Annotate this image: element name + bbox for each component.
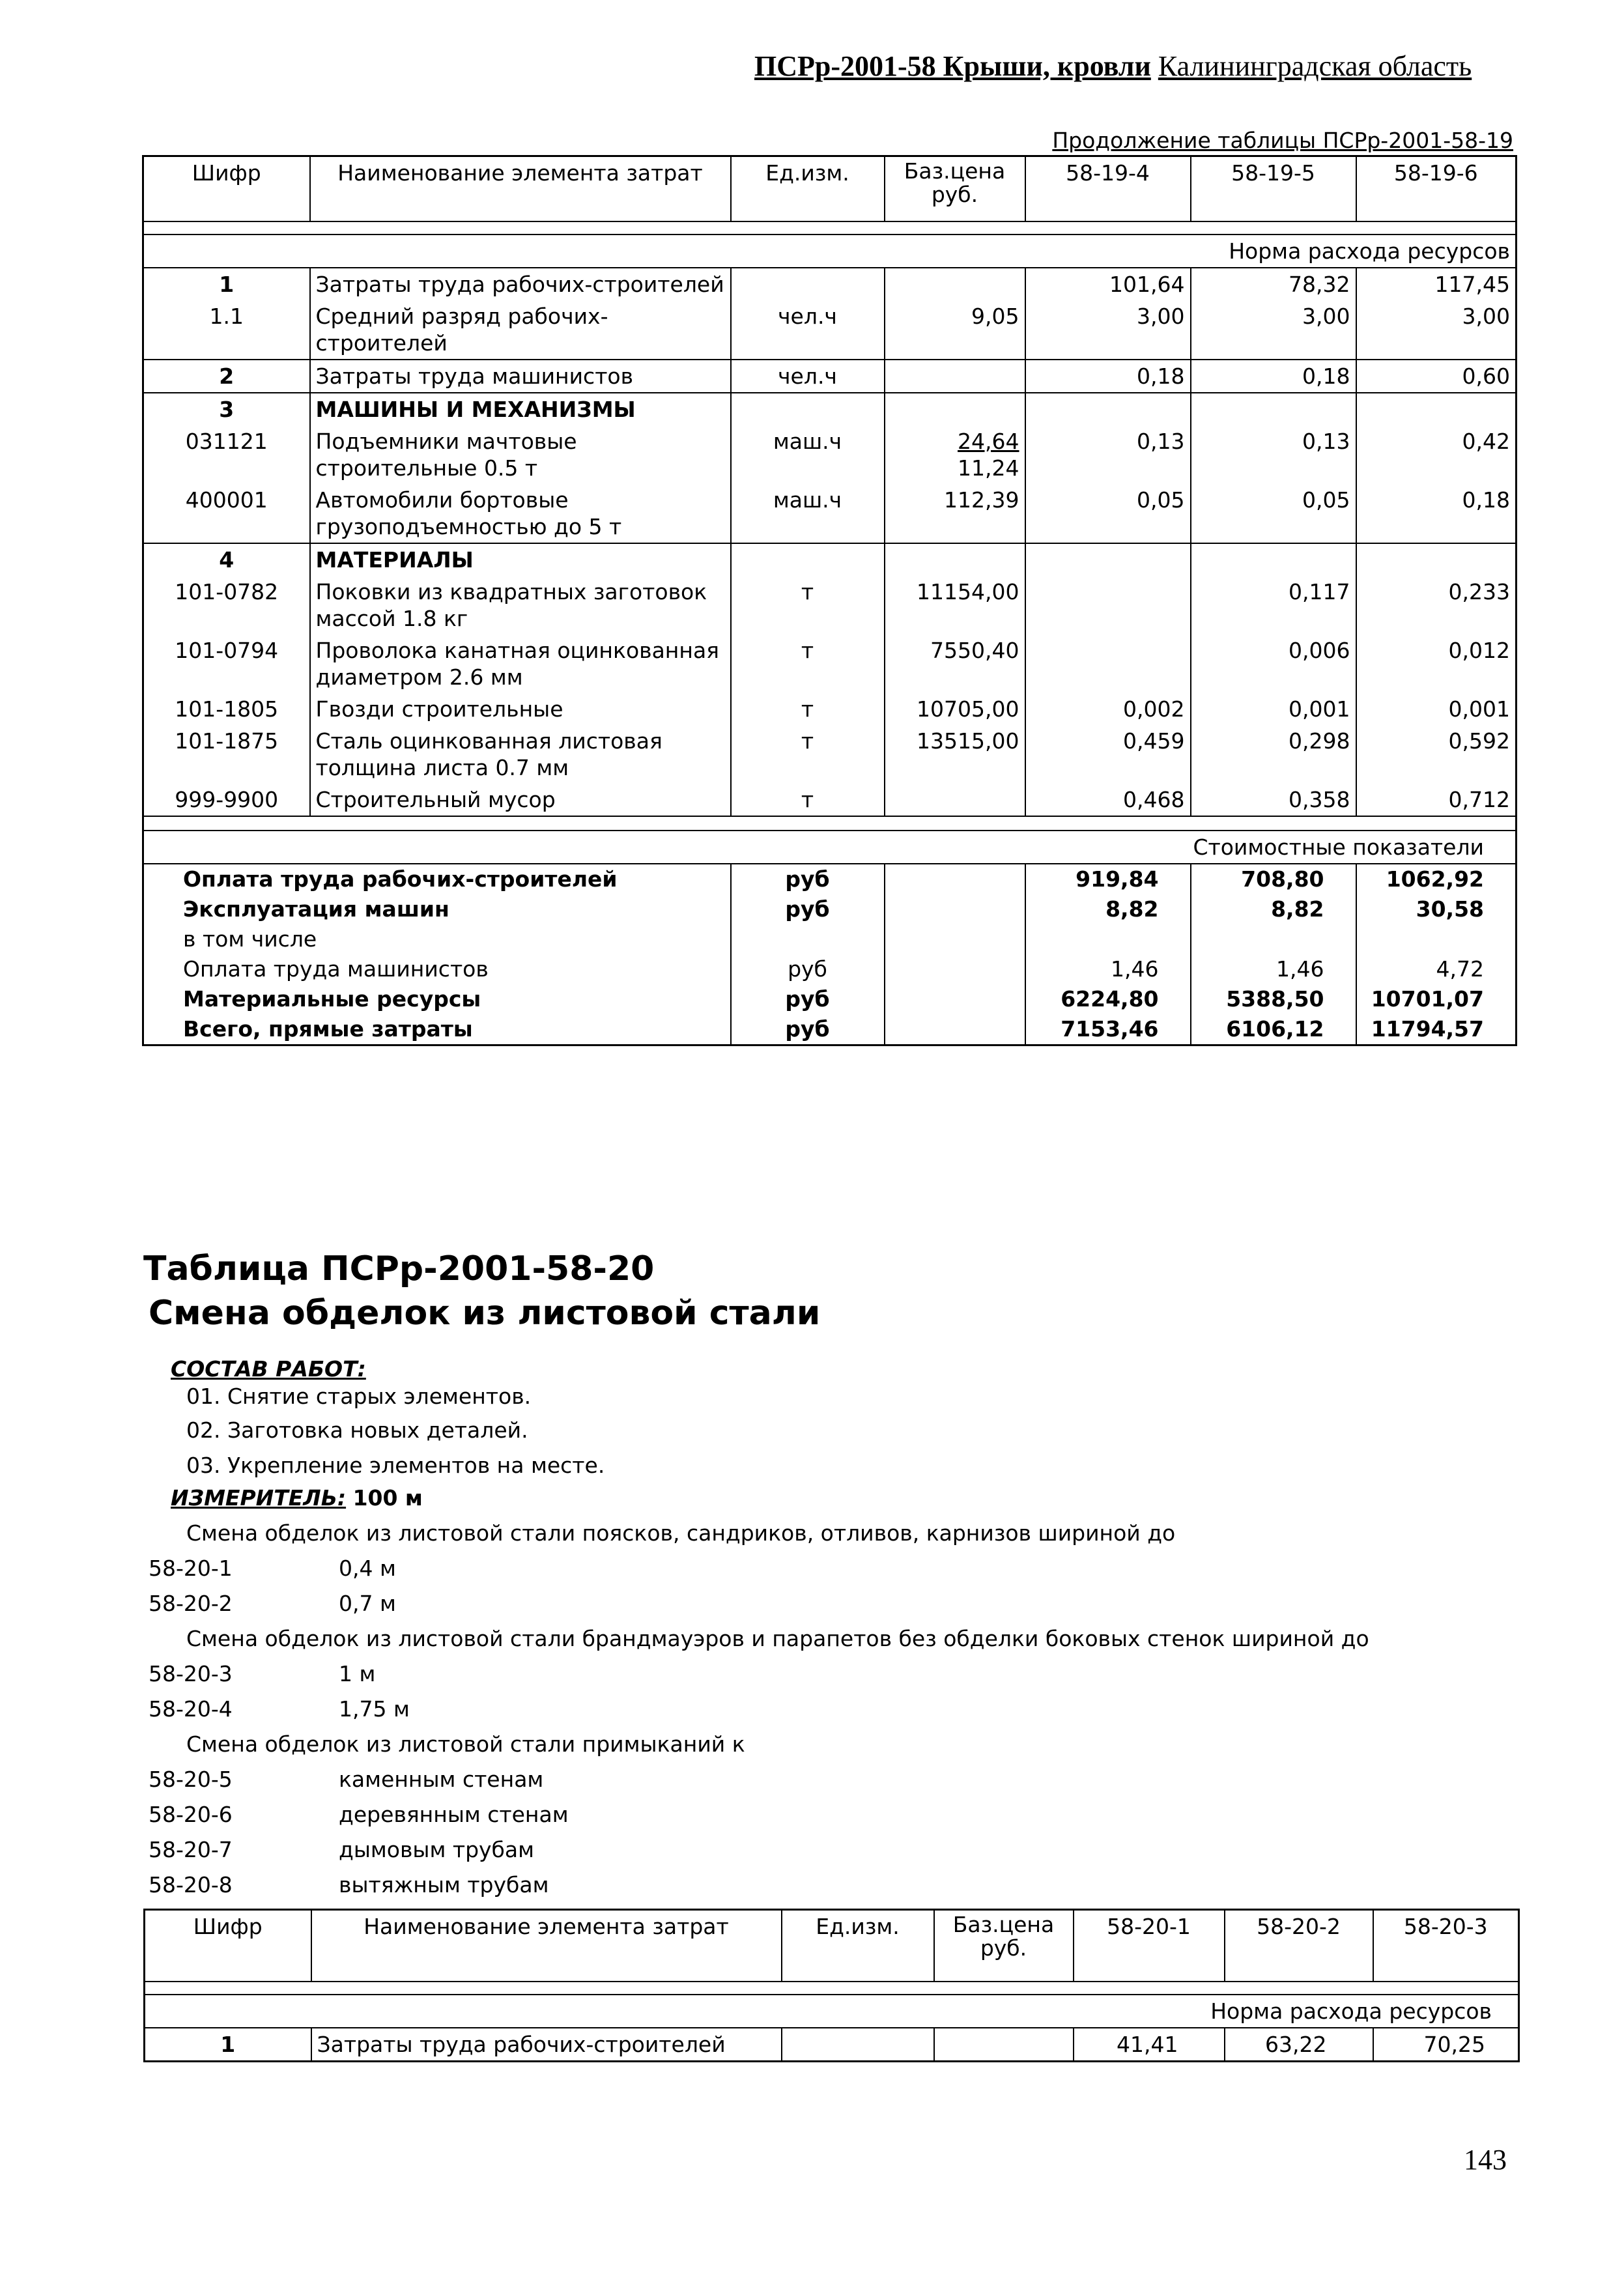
- row-name: Сталь оцинкованная листовая толщина листа 0.7 мм: [310, 725, 731, 784]
- header-code: ПСРр-2001-58 Крыши, кровли: [754, 50, 1151, 82]
- row-price-value: 24,64: [958, 428, 1019, 454]
- row-price: [885, 268, 1025, 300]
- row-name: Подъемники мачтовые строительные 0.5 т: [310, 425, 731, 484]
- composition-label: СОСТАВ РАБОТ:: [171, 1356, 366, 1382]
- cost-label-row: [143, 831, 1517, 864]
- work-item-value: каменным стенам: [339, 1767, 544, 1792]
- row-price-value: 112,39: [944, 487, 1019, 513]
- row-name: Затраты труда рабочих-строителей: [311, 2028, 782, 2062]
- work-item-value: 1,75 м: [339, 1696, 410, 1722]
- table-row: [143, 268, 1517, 300]
- table2-header-row: [145, 1910, 1519, 1982]
- cost-name: Оплата труда рабочих-строителей: [143, 864, 731, 894]
- row-price: [885, 576, 1025, 634]
- table-continuation-label: Продолжение таблицы ПСРр-2001-58-19: [1052, 128, 1513, 153]
- cost-row: [143, 954, 1517, 984]
- row-code: 1.1: [143, 300, 310, 360]
- cost-price-empty: [885, 924, 1025, 954]
- row-code: 031121: [143, 425, 310, 484]
- row-unit: т: [731, 576, 885, 634]
- row-value-58-20-3: 70,25: [1373, 2028, 1519, 2062]
- meter-value: 100 м: [352, 1485, 423, 1511]
- row-value-58-19-6: [1356, 393, 1517, 425]
- row-unit: т: [731, 693, 885, 725]
- row-value-58-19-4: 0,13: [1025, 425, 1191, 484]
- table-row: [143, 484, 1517, 543]
- row-value-58-19-6: 117,45: [1356, 268, 1517, 300]
- row-value-58-19-4: [1025, 576, 1191, 634]
- row-value-58-19-5: 0,117: [1191, 576, 1356, 634]
- norm-label: Норма расхода ресурсов: [145, 1995, 1519, 2028]
- row-code: 400001: [143, 484, 310, 543]
- cost-value-58-19-6: 4,72: [1356, 954, 1517, 984]
- cost-row: [143, 924, 1517, 954]
- row-name: Затраты труда рабочих-строителей: [310, 268, 731, 300]
- cost-row: [143, 864, 1517, 894]
- row-code: 1: [145, 2028, 311, 2062]
- step-1: 01. Снятие старых элементов.: [186, 1384, 532, 1409]
- row-value-58-19-6: 3,00: [1356, 300, 1517, 360]
- step-3: 03. Укрепление элементов на месте.: [186, 1453, 605, 1478]
- cost-value-58-19-5: 8,82: [1191, 894, 1356, 924]
- cost-value-58-19-4: 7153,46: [1025, 1014, 1191, 1045]
- row-name: Затраты труда машинистов: [310, 360, 731, 393]
- cost-price-empty: [885, 1014, 1025, 1045]
- cost-value-58-19-6: 30,58: [1356, 894, 1517, 924]
- row-price-value: 9,05: [971, 303, 1019, 329]
- row-value-58-19-5: [1191, 393, 1356, 425]
- col-header-58-20-1: 58-20-1: [1074, 1910, 1225, 1982]
- cost-row: [143, 894, 1517, 924]
- row-price: [885, 784, 1025, 816]
- cost-price-empty: [885, 984, 1025, 1014]
- row-value-58-19-6: 0,001: [1356, 693, 1517, 725]
- cost-value-58-19-4: [1025, 924, 1191, 954]
- row-value-58-19-5: 78,32: [1191, 268, 1356, 300]
- cost-value-58-19-6: [1356, 924, 1517, 954]
- cost-value-58-19-5: 5388,50: [1191, 984, 1356, 1014]
- cost-price-empty: [885, 954, 1025, 984]
- row-price: [885, 543, 1025, 576]
- cost-unit: руб: [731, 984, 885, 1014]
- cost-unit: руб: [731, 1014, 885, 1045]
- norm-label-row: [143, 235, 1517, 268]
- work-item-code: 58-20-7: [149, 1837, 233, 1862]
- cost-unit: руб: [731, 894, 885, 924]
- row-value-58-19-4: [1025, 393, 1191, 425]
- row-price-value: 10705,00: [917, 696, 1019, 722]
- col-header-58-20-2: 58-20-2: [1225, 1910, 1373, 1982]
- cost-price-empty: [885, 864, 1025, 894]
- col-header-price: Баз.цена руб.: [934, 1910, 1074, 1982]
- resource-table-58-20: [143, 1909, 1520, 2062]
- col-header-58-19-6: 58-19-6: [1356, 156, 1517, 221]
- meter-label: ИЗМЕРИТЕЛЬ:: [171, 1485, 347, 1511]
- row-name: Автомобили бортовые грузоподъемностью до 5 т: [310, 484, 731, 543]
- row-price: [885, 725, 1025, 784]
- row-name: Строительный мусор: [310, 784, 731, 816]
- row-code: 2: [143, 360, 310, 393]
- row-code: 3: [143, 393, 310, 425]
- row-code: 4: [143, 543, 310, 576]
- row-unit: [782, 2028, 934, 2062]
- row-name: Проволока канатная оцинкованная диаметром 2.6 мм: [310, 634, 731, 693]
- row-value-58-19-5: [1191, 543, 1356, 576]
- row-value-58-19-5: 0,298: [1191, 725, 1356, 784]
- row-unit: чел.ч: [731, 360, 885, 393]
- row-value-58-19-4: 0,468: [1025, 784, 1191, 816]
- col-header-name: Наименование элемента затрат: [311, 1910, 782, 1982]
- row-value-58-19-5: 3,00: [1191, 300, 1356, 360]
- row-price-value: 13515,00: [917, 728, 1019, 754]
- row-value-58-19-4: 0,459: [1025, 725, 1191, 784]
- cost-price-empty: [885, 894, 1025, 924]
- col-header-unit: Ед.изм.: [731, 156, 885, 221]
- row-price: [885, 393, 1025, 425]
- cost-value-58-19-4: 6224,80: [1025, 984, 1191, 1014]
- cost-value-58-19-6: 11794,57: [1356, 1014, 1517, 1045]
- row-price: [934, 2028, 1074, 2062]
- col-header-name: Наименование элемента затрат: [310, 156, 731, 221]
- table-row: [143, 360, 1517, 393]
- cost-value-58-19-5: 708,80: [1191, 864, 1356, 894]
- step-2: 02. Заготовка новых деталей.: [186, 1417, 528, 1443]
- work-group-description: Смена обделок из листовой стали примыканий к: [186, 1731, 745, 1757]
- header-region: Калининградская область: [1158, 50, 1472, 82]
- col-header-code: Шифр: [143, 156, 310, 221]
- row-unit: т: [731, 784, 885, 816]
- row-code: 1: [143, 268, 310, 300]
- work-item-code: 58-20-4: [149, 1696, 233, 1722]
- table-row: [143, 725, 1517, 784]
- row-unit: т: [731, 634, 885, 693]
- row-code: 999-9900: [143, 784, 310, 816]
- row-value-58-19-4: 0,05: [1025, 484, 1191, 543]
- row-name: МАШИНЫ И МЕХАНИЗМЫ: [310, 393, 731, 425]
- work-item-code: 58-20-8: [149, 1872, 233, 1898]
- row-code: 101-0794: [143, 634, 310, 693]
- row-unit: [731, 268, 885, 300]
- row-value-58-19-5: 0,001: [1191, 693, 1356, 725]
- row-value-58-19-4: 0,18: [1025, 360, 1191, 393]
- row-unit: маш.ч: [731, 484, 885, 543]
- cost-name: Оплата труда машинистов: [143, 954, 731, 984]
- work-item-value: 0,4 м: [339, 1556, 396, 1581]
- row-price-value: 11154,00: [917, 578, 1019, 604]
- row-value-58-19-4: [1025, 543, 1191, 576]
- table-row: [143, 425, 1517, 484]
- row-value-58-20-1: 41,41: [1074, 2028, 1225, 2062]
- norm-label-row: [145, 1995, 1519, 2028]
- row-value-58-19-4: 0,002: [1025, 693, 1191, 725]
- col-header-price: Баз.цена руб.: [885, 156, 1025, 221]
- row-price: [885, 484, 1025, 543]
- resource-table-58-19: [142, 155, 1517, 1046]
- cost-row: [143, 984, 1517, 1014]
- row-price: [885, 360, 1025, 393]
- col-header-code: Шифр: [145, 1910, 311, 1982]
- row-value-58-19-4: 3,00: [1025, 300, 1191, 360]
- cost-row: [143, 1014, 1517, 1045]
- table-row: [143, 634, 1517, 693]
- row-name: Гвозди строительные: [310, 693, 731, 725]
- row-name: Поковки из квадратных заготовок массой 1.8 кг: [310, 576, 731, 634]
- row-value-58-19-5: 0,006: [1191, 634, 1356, 693]
- work-group-description: Смена обделок из листовой стали поясков, сандриков, отливов, карнизов шириной до: [186, 1520, 1176, 1546]
- cost-unit: руб: [731, 954, 885, 984]
- table-row: [143, 693, 1517, 725]
- col-header-58-20-3: 58-20-3: [1373, 1910, 1519, 1982]
- table-row: [143, 393, 1517, 425]
- table-row: [145, 2028, 1519, 2062]
- row-unit: [731, 543, 885, 576]
- cost-value-58-19-4: 919,84: [1025, 864, 1191, 894]
- cost-name: в том числе: [143, 924, 731, 954]
- row-price-value: 7550,40: [930, 637, 1019, 663]
- row-value-58-19-6: 0,592: [1356, 725, 1517, 784]
- row-value-58-19-6: 0,233: [1356, 576, 1517, 634]
- row-value-58-20-2: 63,22: [1225, 2028, 1373, 2062]
- row-value-58-19-5: 0,05: [1191, 484, 1356, 543]
- row-value-58-19-6: 0,42: [1356, 425, 1517, 484]
- table-header-row: [143, 156, 1517, 221]
- cost-value-58-19-5: 6106,12: [1191, 1014, 1356, 1045]
- row-price: [885, 425, 1025, 484]
- row-value-58-19-6: [1356, 543, 1517, 576]
- col-header-58-19-4: 58-19-4: [1025, 156, 1191, 221]
- row-value-58-19-4: 101,64: [1025, 268, 1191, 300]
- work-item-code: 58-20-5: [149, 1767, 233, 1792]
- table-row: [143, 543, 1517, 576]
- work-item-code: 58-20-6: [149, 1802, 233, 1827]
- row-value-58-19-6: 0,712: [1356, 784, 1517, 816]
- meter: [171, 1485, 423, 1511]
- work-item-code: 58-20-1: [149, 1556, 233, 1581]
- cost-label: Стоимостные показатели: [143, 831, 1517, 864]
- row-value-58-19-6: 0,012: [1356, 634, 1517, 693]
- work-item-code: 58-20-3: [149, 1661, 233, 1686]
- work-item-value: дымовым трубам: [339, 1837, 535, 1862]
- work-item-code: 58-20-2: [149, 1591, 233, 1616]
- page-number: 143: [1464, 2144, 1507, 2176]
- cost-name: Всего, прямые затраты: [143, 1014, 731, 1045]
- row-value-58-19-6: 0,18: [1356, 484, 1517, 543]
- table-row: [143, 300, 1517, 360]
- row-code: 101-1805: [143, 693, 310, 725]
- work-item-value: вытяжным трубам: [339, 1872, 549, 1898]
- col-header-unit: Ед.изм.: [782, 1910, 934, 1982]
- work-item-value: 1 м: [339, 1661, 376, 1686]
- cost-value-58-19-4: 8,82: [1025, 894, 1191, 924]
- cost-value-58-19-5: 1,46: [1191, 954, 1356, 984]
- row-name: МАТЕРИАЛЫ: [310, 543, 731, 576]
- cost-name: Эксплуатация машин: [143, 894, 731, 924]
- row-unit: чел.ч: [731, 300, 885, 360]
- cost-name: Материальные ресурсы: [143, 984, 731, 1014]
- row-code: 101-1875: [143, 725, 310, 784]
- work-group-description: Смена обделок из листовой стали брандмауэров и парапетов без обделки боковых стенок шириной до: [186, 1626, 1369, 1651]
- col-header-58-19-5: 58-19-5: [1191, 156, 1356, 221]
- table-row: [143, 784, 1517, 816]
- cost-unit: руб: [731, 864, 885, 894]
- section-title-name: Смена обделок из листовой стали: [149, 1294, 821, 1333]
- cost-value-58-19-6: 1062,92: [1356, 864, 1517, 894]
- row-unit: т: [731, 725, 885, 784]
- row-price: [885, 634, 1025, 693]
- row-name: Средний разряд рабочих-строителей: [310, 300, 731, 360]
- section-title-table: Таблица ПСРр-2001-58-20: [143, 1249, 655, 1288]
- row-price-alt-value: 11,24: [958, 455, 1019, 481]
- cost-value-58-19-6: 10701,07: [1356, 984, 1517, 1014]
- norm-label: Норма расхода ресурсов: [143, 235, 1517, 268]
- row-value-58-19-5: 0,13: [1191, 425, 1356, 484]
- work-item-value: 0,7 м: [339, 1591, 396, 1616]
- row-value-58-19-5: 0,18: [1191, 360, 1356, 393]
- row-value-58-19-5: 0,358: [1191, 784, 1356, 816]
- row-price: [885, 300, 1025, 360]
- cost-unit: [731, 924, 885, 954]
- row-value-58-19-4: [1025, 634, 1191, 693]
- page-header: [754, 50, 1472, 83]
- row-unit: маш.ч: [731, 425, 885, 484]
- cost-value-58-19-5: [1191, 924, 1356, 954]
- row-code: 101-0782: [143, 576, 310, 634]
- table-row: [143, 576, 1517, 634]
- cost-value-58-19-4: 1,46: [1025, 954, 1191, 984]
- work-item-value: деревянным стенам: [339, 1802, 569, 1827]
- row-price: [885, 693, 1025, 725]
- row-value-58-19-6: 0,60: [1356, 360, 1517, 393]
- row-unit: [731, 393, 885, 425]
